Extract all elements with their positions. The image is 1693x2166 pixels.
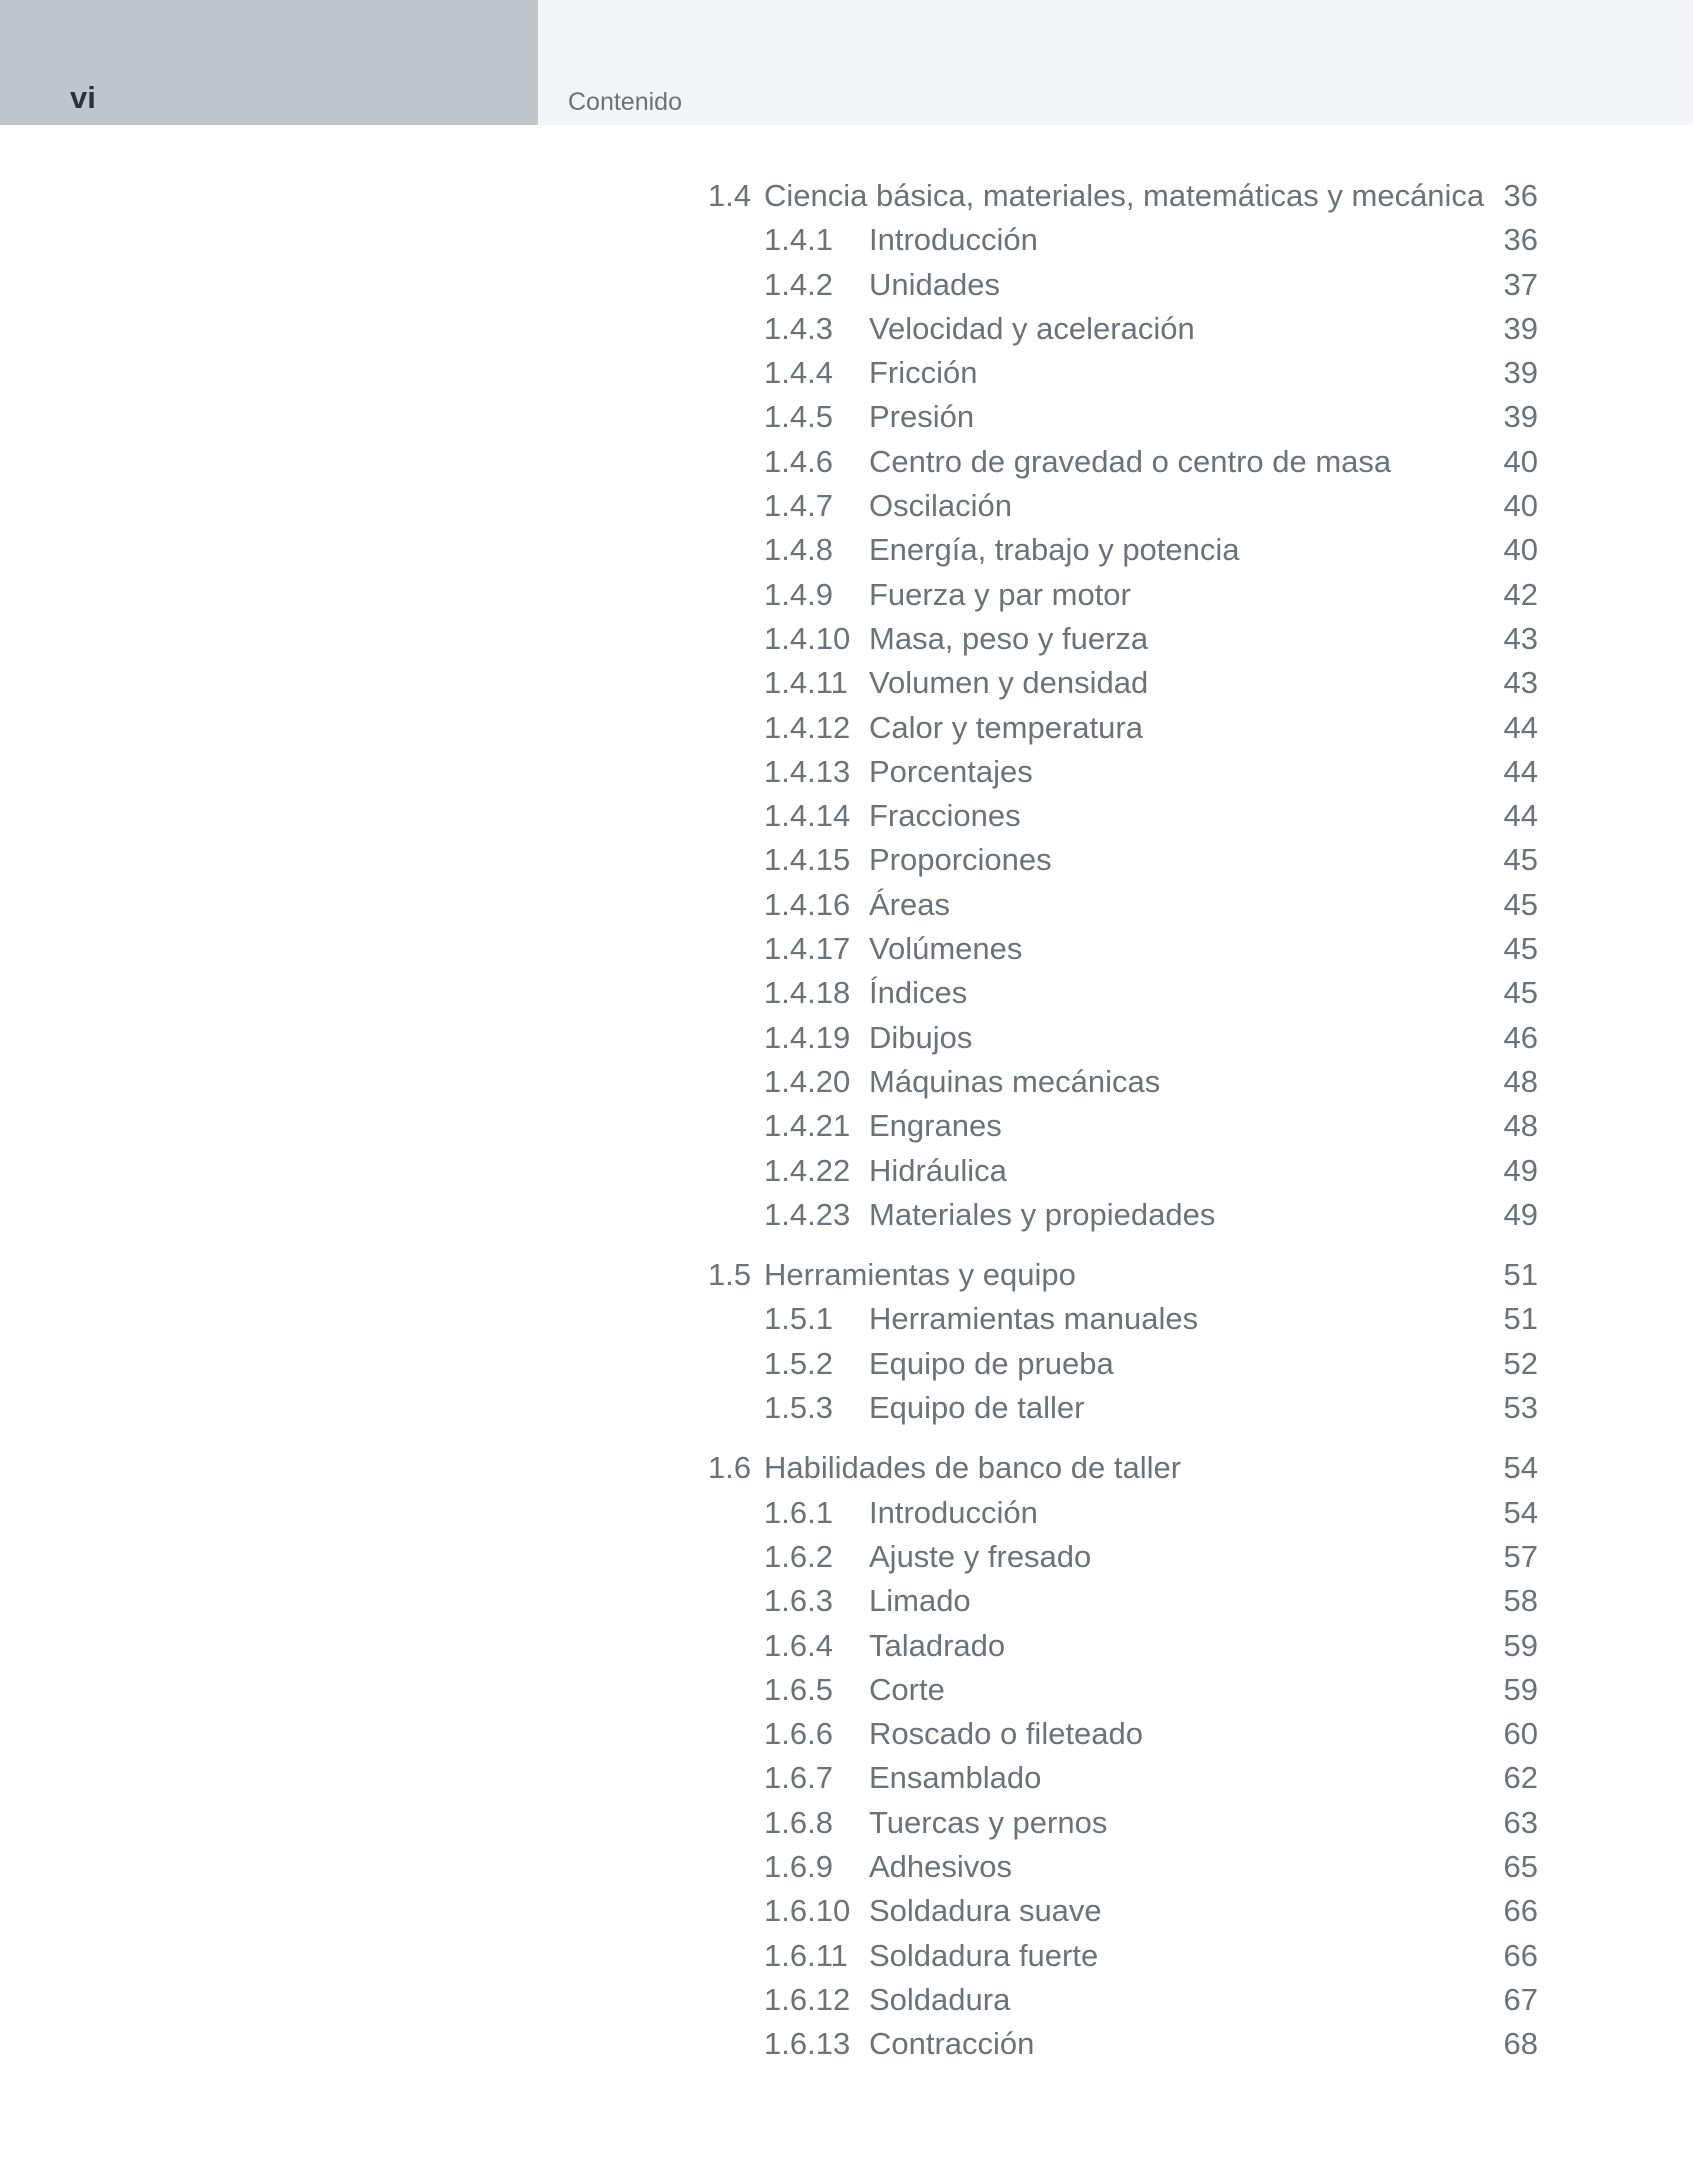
entry-title: Volumen y densidad	[869, 665, 1149, 701]
entry-title: Soldadura fuerte	[869, 1937, 1099, 1973]
entry-number: 1.6.13	[764, 2026, 851, 2062]
entry-page-number: 39	[1503, 310, 1538, 346]
entry-number: 1.6.11	[764, 1937, 848, 1973]
entry-page-number: 45	[1503, 975, 1538, 1011]
entry-title: Introducción	[869, 1494, 1038, 1530]
table-of-contents	[708, 174, 1538, 2066]
entry-page-number: 57	[1503, 1538, 1538, 1574]
toc-section-heading[interactable]	[708, 174, 1538, 218]
toc-entry[interactable]	[708, 1845, 1538, 1889]
entry-page-number: 51	[1503, 1301, 1538, 1337]
entry-number: 1.6.12	[764, 1981, 851, 2017]
entry-page-number: 58	[1503, 1583, 1538, 1619]
entry-title: Energía, trabajo y potencia	[869, 532, 1240, 568]
entry-title: Contracción	[869, 2026, 1035, 2062]
entry-title: Índices	[869, 975, 968, 1011]
entry-number: 1.4.2	[764, 266, 833, 302]
entry-title: Corte	[869, 1671, 945, 1707]
toc-entry[interactable]	[708, 1579, 1538, 1623]
entry-page-number: 44	[1503, 709, 1538, 745]
header-band-right	[538, 0, 1693, 125]
entry-number: 1.6.10	[764, 1893, 851, 1929]
entry-title: Unidades	[869, 266, 1000, 302]
entry-page-number: 43	[1503, 665, 1538, 701]
toc-section-heading[interactable]	[708, 1253, 1538, 1297]
entry-title: Tuercas y pernos	[869, 1804, 1108, 1840]
toc-entry[interactable]	[708, 1756, 1538, 1800]
toc-entry[interactable]	[708, 484, 1538, 528]
entry-title: Soldadura	[869, 1981, 1011, 2017]
toc-entry[interactable]	[708, 617, 1538, 661]
entry-title: Fracciones	[869, 798, 1021, 834]
entry-number: 1.6.2	[764, 1538, 833, 1574]
section-title: Herramientas y equipo	[764, 1257, 1076, 1293]
entry-title: Taladrado	[869, 1627, 1006, 1663]
entry-title: Equipo de taller	[869, 1390, 1085, 1426]
toc-entry[interactable]	[708, 1668, 1538, 1712]
entry-page-number: 59	[1503, 1671, 1538, 1707]
section-title: Habilidades de banco de taller	[764, 1450, 1182, 1486]
toc-entry[interactable]	[708, 883, 1538, 927]
entry-page-number: 45	[1503, 842, 1538, 878]
entry-page-number: 36	[1503, 222, 1538, 258]
toc-entry[interactable]	[708, 395, 1538, 439]
entry-number: 1.4.18	[764, 975, 851, 1011]
entry-number: 1.4.4	[764, 355, 833, 391]
entry-page-number: 54	[1503, 1494, 1538, 1530]
entry-page-number: 60	[1503, 1716, 1538, 1752]
toc-entry[interactable]	[708, 706, 1538, 750]
entry-page-number: 53	[1503, 1390, 1538, 1426]
entry-number: 1.5.3	[764, 1390, 833, 1426]
entry-page-number: 46	[1503, 1019, 1538, 1055]
entry-number: 1.4.21	[764, 1108, 851, 1144]
entry-page-number: 49	[1503, 1196, 1538, 1232]
entry-title: Hidráulica	[869, 1152, 1007, 1188]
entry-page-number: 48	[1503, 1108, 1538, 1144]
entry-page-number: 40	[1503, 488, 1538, 524]
entry-page-number: 40	[1503, 532, 1538, 568]
entry-page-number: 63	[1503, 1804, 1538, 1840]
entry-number: 1.6.6	[764, 1716, 833, 1752]
toc-section	[708, 1253, 1538, 1430]
section-page-number: 54	[1503, 1450, 1538, 1486]
entry-title: Proporciones	[869, 842, 1052, 878]
running-title: Contenido	[568, 88, 682, 116]
section-number: 1.4	[708, 178, 752, 213]
entry-page-number: 68	[1503, 2026, 1538, 2062]
entry-number: 1.5.1	[764, 1301, 833, 1337]
toc-entry[interactable]	[708, 750, 1538, 794]
toc-entry[interactable]	[708, 573, 1538, 617]
entry-number: 1.4.14	[764, 798, 851, 834]
entry-title: Engranes	[869, 1108, 1002, 1144]
entry-page-number: 59	[1503, 1627, 1538, 1663]
entry-title: Soldadura suave	[869, 1893, 1102, 1929]
toc-entry[interactable]	[708, 1193, 1538, 1237]
entry-title: Volúmenes	[869, 931, 1023, 967]
entry-number: 1.4.19	[764, 1019, 851, 1055]
entry-page-number: 39	[1503, 355, 1538, 391]
section-title: Ciencia básica, materiales, matemáticas y mecánica	[764, 178, 1485, 213]
entry-number: 1.4.15	[764, 842, 851, 878]
entry-number: 1.4.12	[764, 709, 851, 745]
entry-page-number: 65	[1503, 1848, 1538, 1884]
entry-title: Masa, peso y fuerza	[869, 620, 1149, 656]
entry-number: 1.6.3	[764, 1583, 833, 1619]
entry-title: Limado	[869, 1583, 971, 1619]
entry-page-number: 42	[1503, 576, 1538, 612]
section-number: 1.5	[708, 1257, 752, 1293]
entry-title: Ajuste y fresado	[869, 1538, 1092, 1574]
entry-page-number: 40	[1503, 443, 1538, 479]
toc-entry[interactable]	[708, 1712, 1538, 1756]
toc-entry[interactable]	[708, 1104, 1538, 1148]
toc-entry[interactable]	[708, 1934, 1538, 1978]
entry-page-number: 44	[1503, 798, 1538, 834]
toc-entry[interactable]	[708, 307, 1538, 351]
toc-entry[interactable]	[708, 218, 1538, 262]
entry-number: 1.4.1	[764, 222, 833, 258]
toc-entry[interactable]	[708, 661, 1538, 705]
toc-section-heading[interactable]	[708, 1446, 1538, 1490]
section-page-number: 51	[1503, 1257, 1538, 1293]
entry-title: Dibujos	[869, 1019, 973, 1055]
toc-entry[interactable]	[708, 1491, 1538, 1535]
entry-number: 1.6.9	[764, 1848, 833, 1884]
toc-entry[interactable]	[708, 838, 1538, 882]
entry-page-number: 45	[1503, 931, 1538, 967]
entry-number: 1.4.10	[764, 620, 851, 656]
entry-number: 1.4.20	[764, 1063, 851, 1099]
toc-entry[interactable]	[708, 263, 1538, 307]
toc-entry[interactable]	[708, 1149, 1538, 1193]
toc-entry[interactable]	[708, 1624, 1538, 1668]
entry-page-number: 66	[1503, 1937, 1538, 1973]
entry-title: Materiales y propiedades	[869, 1196, 1216, 1232]
entry-page-number: 45	[1503, 886, 1538, 922]
entry-title: Porcentajes	[869, 753, 1033, 789]
toc-entry[interactable]	[708, 1801, 1538, 1845]
section-page-number: 36	[1503, 178, 1538, 213]
entry-number: 1.6.4	[764, 1627, 833, 1663]
entry-number: 1.6.7	[764, 1760, 833, 1796]
entry-number: 1.4.22	[764, 1152, 851, 1188]
entry-page-number: 52	[1503, 1345, 1538, 1381]
toc-entry[interactable]	[708, 1060, 1538, 1104]
entry-title: Velocidad y aceleración	[869, 310, 1195, 346]
entry-page-number: 44	[1503, 753, 1538, 789]
entry-page-number: 48	[1503, 1063, 1538, 1099]
entry-number: 1.4.6	[764, 443, 833, 479]
entry-title: Centro de gravedad o centro de masa	[869, 443, 1392, 479]
toc-entry[interactable]	[708, 1386, 1538, 1430]
entry-number: 1.4.13	[764, 753, 851, 789]
page-number: vi	[70, 80, 96, 115]
entry-page-number: 62	[1503, 1760, 1538, 1796]
entry-title: Presión	[869, 399, 975, 435]
entry-title: Fuerza y par motor	[869, 576, 1131, 612]
toc-entry[interactable]	[708, 440, 1538, 484]
toc-section	[708, 1446, 1538, 2066]
entry-number: 1.4.17	[764, 931, 851, 967]
toc-entry[interactable]	[708, 351, 1538, 395]
toc-entry[interactable]	[708, 927, 1538, 971]
entry-page-number: 43	[1503, 620, 1538, 656]
toc-entry[interactable]	[708, 1297, 1538, 1341]
entry-title: Ensamblado	[869, 1760, 1042, 1796]
toc-entry[interactable]	[708, 971, 1538, 1015]
toc-entry[interactable]	[708, 1978, 1538, 2022]
entry-number: 1.4.5	[764, 399, 833, 435]
entry-title: Equipo de prueba	[869, 1345, 1114, 1381]
entry-number: 1.6.5	[764, 1671, 833, 1707]
toc-entry[interactable]	[708, 1535, 1538, 1579]
toc-entry[interactable]	[708, 1016, 1538, 1060]
entry-title: Calor y temperatura	[869, 709, 1143, 745]
entry-page-number: 37	[1503, 266, 1538, 302]
entry-number: 1.4.3	[764, 310, 833, 346]
section-number: 1.6	[708, 1450, 752, 1486]
entry-page-number: 49	[1503, 1152, 1538, 1188]
entry-title: Adhesivos	[869, 1848, 1013, 1884]
toc-entry[interactable]	[708, 794, 1538, 838]
entry-number: 1.6.1	[764, 1494, 833, 1530]
entry-page-number: 39	[1503, 399, 1538, 435]
entry-page-number: 66	[1503, 1893, 1538, 1929]
entry-title: Introducción	[869, 222, 1038, 258]
entry-title: Roscado o fileteado	[869, 1716, 1144, 1752]
toc-entry[interactable]	[708, 1342, 1538, 1386]
entry-number: 1.4.8	[764, 532, 833, 568]
entry-page-number: 67	[1503, 1981, 1538, 2017]
entry-title: Herramientas manuales	[869, 1301, 1199, 1337]
entry-number: 1.4.23	[764, 1196, 851, 1232]
entry-title: Oscilación	[869, 488, 1012, 524]
entry-number: 1.4.11	[764, 665, 848, 701]
entry-number: 1.4.9	[764, 576, 833, 612]
entry-number: 1.5.2	[764, 1345, 833, 1381]
toc-entry[interactable]	[708, 1889, 1538, 1933]
toc-section	[708, 174, 1538, 1237]
entry-title: Fricción	[869, 355, 978, 391]
entry-title: Áreas	[869, 886, 950, 922]
toc-entry[interactable]	[708, 528, 1538, 572]
entry-number: 1.6.8	[764, 1804, 833, 1840]
entry-title: Máquinas mecánicas	[869, 1063, 1161, 1099]
toc-entry[interactable]	[708, 2022, 1538, 2066]
entry-number: 1.4.16	[764, 886, 851, 922]
entry-number: 1.4.7	[764, 488, 833, 524]
